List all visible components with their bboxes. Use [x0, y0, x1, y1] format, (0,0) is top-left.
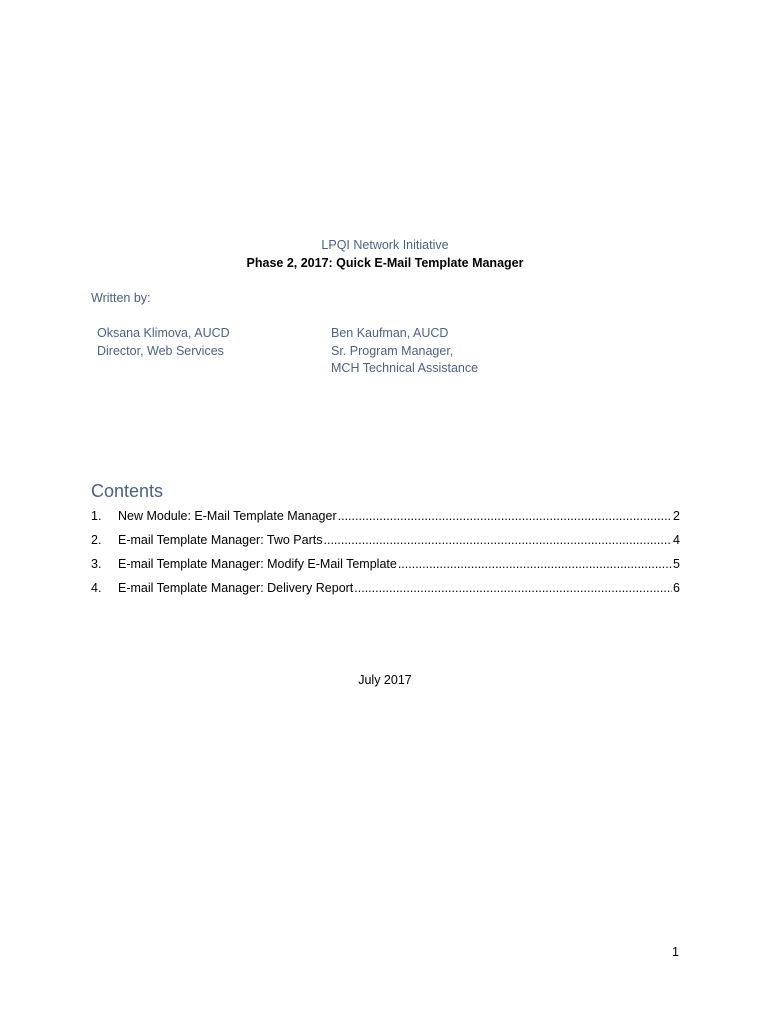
toc-dot-leader	[324, 532, 673, 548]
toc-item[interactable]	[91, 508, 680, 532]
author-2-role: Sr. Program Manager,	[331, 343, 454, 358]
initiative-name: LPQI Network Initiative	[321, 238, 449, 252]
toc-dot-leader	[354, 580, 672, 596]
author-1-role: Director, Web Services	[97, 343, 224, 358]
written-by-label: Written by:	[91, 291, 151, 305]
toc-item-number: 4.	[91, 581, 102, 595]
author-block-1	[97, 325, 230, 360]
author-2-name: Ben Kaufman, AUCD	[331, 326, 449, 340]
toc-item[interactable]	[91, 580, 680, 604]
document-title: Phase 2, 2017: Quick E-Mail Template Manager	[246, 256, 524, 270]
toc-dot-leader	[338, 508, 672, 524]
toc-item-title: New Module: E-Mail Template Manager	[118, 509, 337, 523]
toc-item-number: 2.	[91, 533, 102, 547]
page-number: 1	[672, 945, 679, 959]
toc-item[interactable]	[91, 556, 680, 580]
author-block-2	[331, 325, 478, 378]
table-of-contents	[91, 508, 680, 604]
author-2-role-continued: MCH Technical Assistance	[331, 361, 479, 375]
toc-item-title: E-mail Template Manager: Two Parts	[118, 533, 323, 547]
toc-item-page: 4	[673, 533, 680, 547]
toc-item-page: 2	[673, 509, 680, 523]
toc-item-number: 1.	[91, 509, 102, 523]
toc-item-title: E-mail Template Manager: Delivery Report	[118, 581, 354, 595]
toc-item-page: 6	[673, 581, 680, 595]
toc-item-page: 5	[673, 557, 680, 571]
author-1-name: Oksana Klimova, AUCD	[97, 326, 230, 340]
toc-item-number: 3.	[91, 557, 102, 571]
toc-dot-leader	[398, 556, 672, 572]
document-date: July 2017	[358, 673, 412, 687]
contents-heading: Contents	[91, 481, 164, 501]
toc-item-title: E-mail Template Manager: Modify E-Mail Template	[118, 557, 397, 571]
toc-item[interactable]	[91, 532, 680, 556]
